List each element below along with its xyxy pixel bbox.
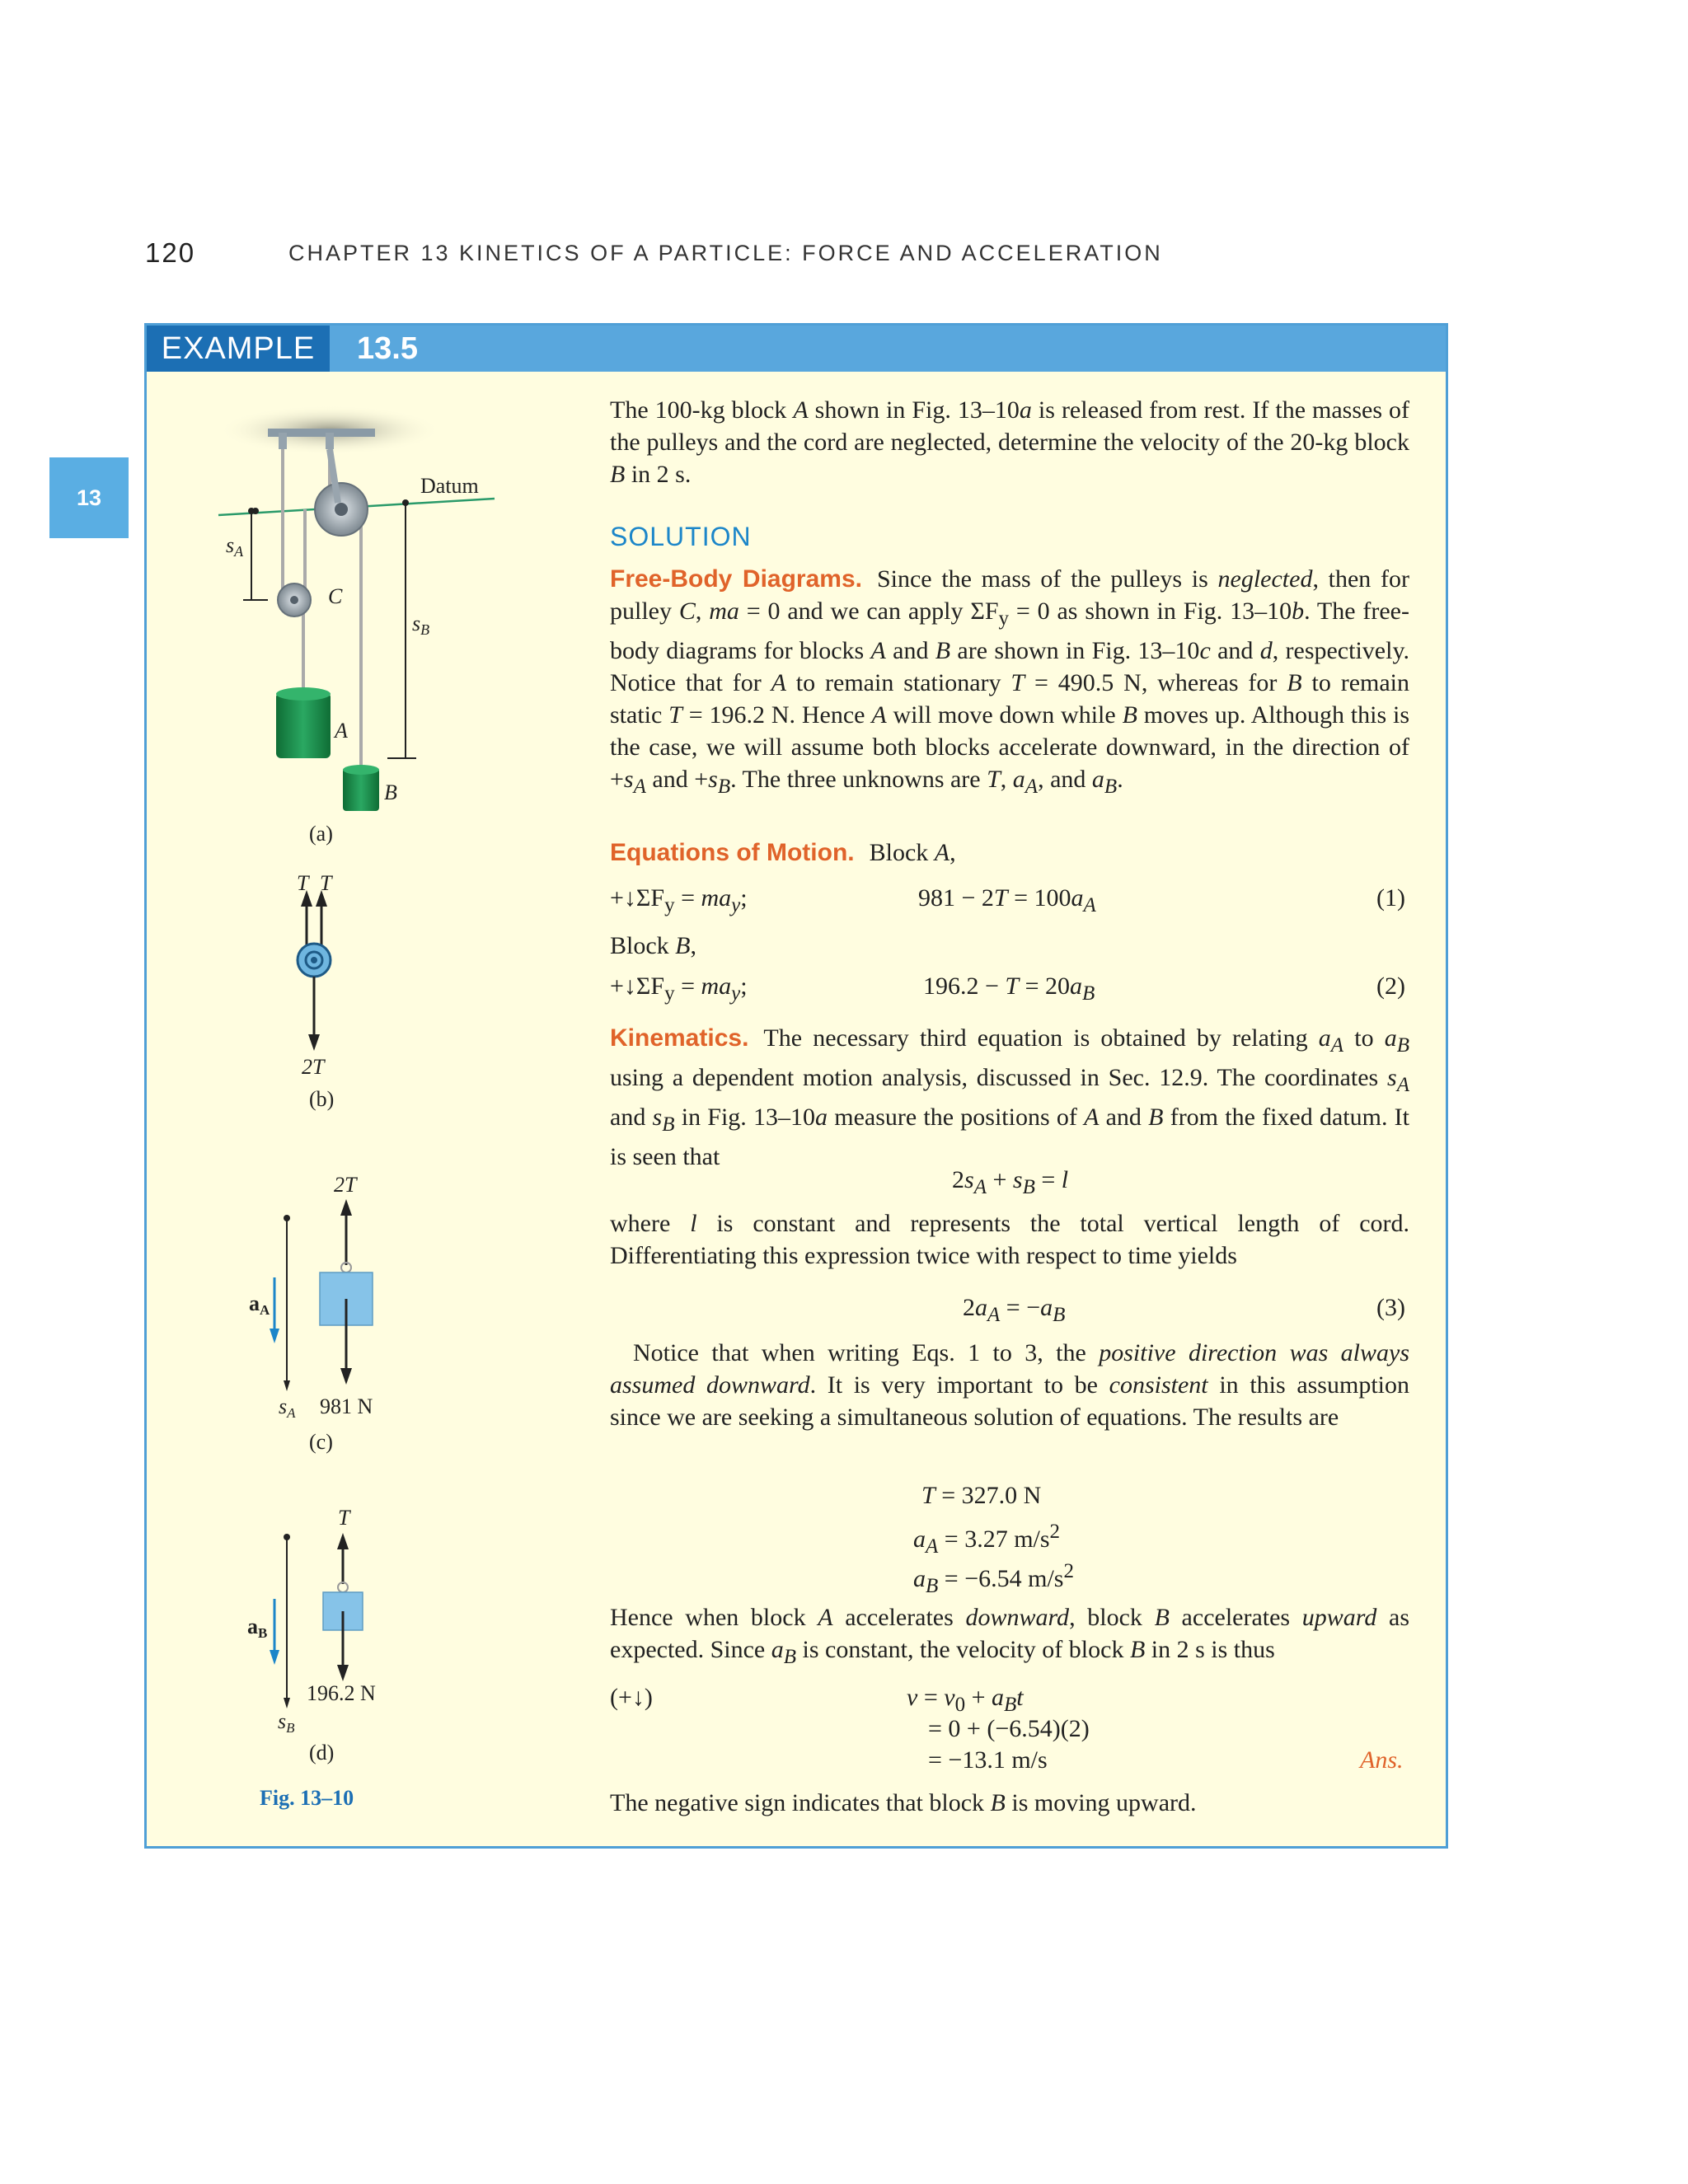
diagram-d (247, 1506, 376, 1765)
chapter-tab[interactable]: 13 (49, 457, 129, 538)
eom-block-b: Block B, (610, 932, 696, 959)
vel-line3: = −13.1 m/s (928, 1746, 1048, 1774)
eom-block-a: Block A, (869, 839, 956, 866)
eq1-mid: $981 - 2T = 100a_A$ (918, 884, 1096, 916)
running-head: CHAPTER 13 KINETICS OF A PARTICLE: FORCE AND ACCELERATION (288, 241, 1163, 265)
fbd-paragraph: Free-Body Diagrams. Since the mass of the pulleys is neglected, then for pulley C, ma = 0 and we can apply $\Sigma F_y = 0$ as shown in Fig. 13–10b. The free-body diagrams for blocks A and B are shown in Fig. 13–10c and d, respectively. Notice that for A to remain stationary T = 490.5 N, whereas for B to remain static T = 196.2 N. Hence A will move down while B moves up. Although this is the case, we will assume both blocks accelerate downward, in the direction of $+s_A$ and $+s_B$. The three unknowns are T, $a_A$, and $a_B$. (610, 565, 1410, 798)
label-t1: T (297, 871, 309, 895)
result-aa: $a_A = 3.27$ $m/s^2$ (913, 1521, 1061, 1558)
vel-sign: (+↓) (610, 1684, 653, 1711)
example-number: 13.5 (357, 330, 418, 366)
figure-13-10 (157, 387, 585, 1821)
diagram-c (249, 1173, 373, 1454)
eom-lead: Equations of Motion. (610, 839, 855, 866)
problem-statement: The 100-kg block A shown in Fig. 13–10a is released from rest. If the masses of the pulleys and the cord are neglected, determine the velocity of the 20-kg block B in 2 s. (610, 396, 1410, 488)
label-2t-b: 2T (302, 1055, 325, 1079)
label-t2: T (320, 871, 332, 895)
label-a: A (335, 719, 348, 743)
eq-length: $2s_A + s_B = l$ (952, 1166, 1069, 1198)
vel-line1: $v = v_0 + a_Bt$ (907, 1684, 1024, 1716)
solution-heading: SOLUTION (610, 522, 752, 551)
conclusion: The negative sign indicates that block B is moving upward. (610, 1789, 1197, 1816)
label-t-d: T (338, 1506, 350, 1530)
label-b: B (384, 780, 397, 804)
kinematics-paragraph: Kinematics. The necessary third equation is obtained by relating $a_A$ to $a_B$ using a dependent motion analysis, discussed in Sec. 12.9. The coordinates $s_A$ and $s_B$ in Fig. 13–10a measure the positions of A and B from the fixed datum. It is seen that (610, 1024, 1410, 1170)
force-d: 196.2 N (307, 1681, 376, 1705)
figure-caption: Fig. 13–10 (260, 1786, 354, 1810)
hence-paragraph: Hence when block A accelerates downward, block B accelerates upward as expected. Since $a_B$ is constant, the velocity of block B in 2 s is thus (610, 1604, 1410, 1668)
label-ab: aB (247, 1615, 268, 1641)
notice-paragraph: Notice that when writing Eqs. 1 to 3, the positive direction was always assumed downward. It is very important to be consistent in this assumption since we are seeking a simultaneous solution of equations. The results are (610, 1339, 1410, 1431)
eq3-mid: $2a_A = -a_B$ (963, 1294, 1066, 1326)
kin-lead: Kinematics. (610, 1024, 749, 1052)
label-sa-c: sA (279, 1394, 296, 1421)
label-sa: sA (226, 533, 244, 560)
label-sb-d: sB (278, 1709, 295, 1736)
result-t: T = 327.0 N (921, 1482, 1042, 1509)
label-aa: aA (249, 1291, 270, 1318)
example-label: EXAMPLE (147, 326, 330, 372)
eq1-num: (1) (1376, 884, 1405, 912)
result-ab: $a_B = -6.54$ $m/s^2$ (913, 1560, 1074, 1597)
diagram-a (218, 405, 495, 846)
eom-heading (610, 837, 1409, 869)
answer-label: Ans. (1360, 1746, 1404, 1774)
datum-label: Datum (420, 474, 479, 498)
label-c: C (328, 584, 343, 608)
label-sb: sB (412, 612, 430, 638)
where-paragraph: where l is constant and represents the total vertical length of cord. Differentiating this expression twice with respect to time yields (610, 1210, 1410, 1269)
eq1-left: $+↓\Sigma F_y = ma_y$; (610, 884, 748, 916)
caption-b: (b) (309, 1087, 335, 1111)
vel-line2: = 0 + (−6.54)(2) (928, 1715, 1090, 1742)
label-2t-c: 2T (334, 1173, 357, 1197)
eq3-num: (3) (1376, 1294, 1405, 1321)
eq2-num: (2) (1376, 972, 1405, 1000)
diagram-b (297, 871, 334, 1111)
caption-a: (a) (309, 822, 333, 846)
eq2-mid: $196.2 - T = 20a_B$ (923, 972, 1095, 1005)
example-header (147, 326, 1446, 372)
fbd-lead: Free-Body Diagrams. (610, 565, 862, 593)
caption-c: (c) (309, 1430, 333, 1454)
caption-d: (d) (309, 1741, 335, 1765)
page-number: 120 (145, 237, 196, 268)
eq2-left: $+↓\Sigma F_y = ma_y$; (610, 972, 748, 1005)
force-c: 981 N (320, 1394, 373, 1418)
